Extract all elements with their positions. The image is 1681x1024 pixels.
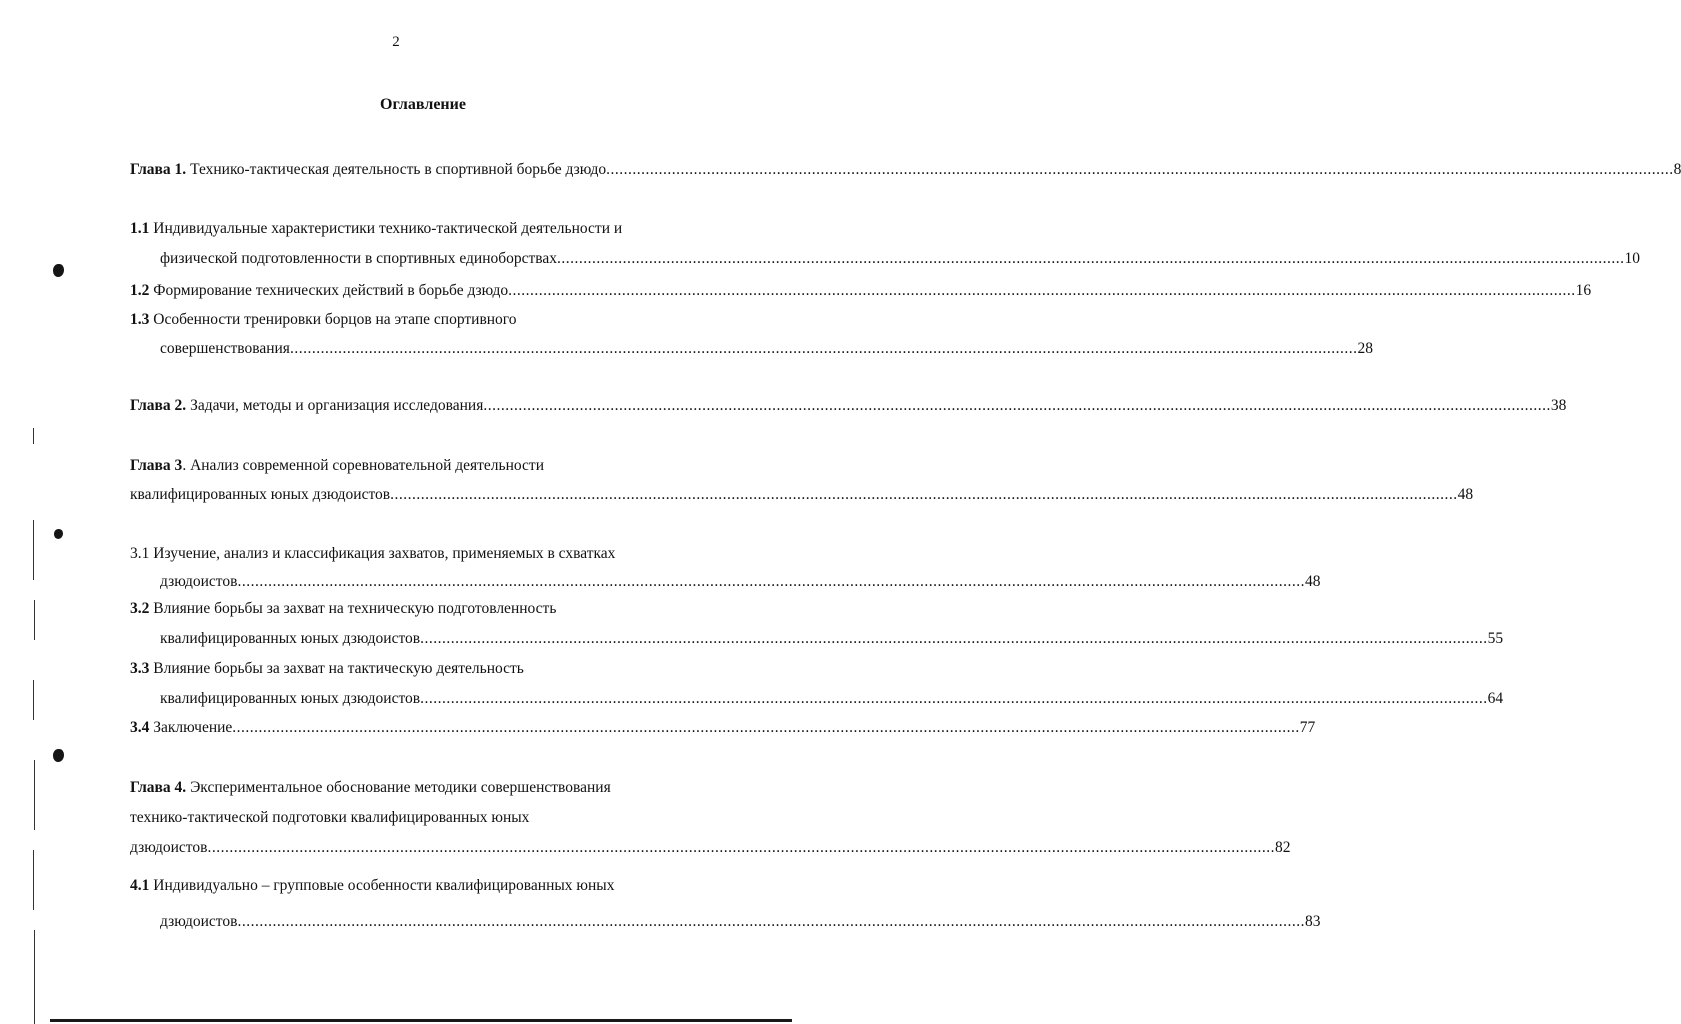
toc-entry-continuation[interactable] xyxy=(130,484,1474,506)
toc-entry-label: 3.4 xyxy=(130,719,150,736)
toc-entry-page: 83 xyxy=(1304,913,1321,930)
toc-entry-label: Глава 1. xyxy=(130,161,187,178)
toc-entry-text: Задачи, методы и организация исследования xyxy=(186,397,484,414)
toc-entry-text-cont: квалифицированных юных дзюдоистов xyxy=(160,630,421,647)
toc-entry-text: Влияние борьбы за захват на техническую подготовленность xyxy=(149,600,557,617)
punch-hole-mark xyxy=(53,749,64,762)
toc-entry-text: Влияние борьбы за захват на тактическую деятельность xyxy=(149,660,524,677)
toc-entry-continuation[interactable] xyxy=(130,837,1291,859)
toc-entry-section-3-4[interactable] xyxy=(130,717,1316,739)
toc-entry-label: 3.2 xyxy=(130,600,150,617)
toc-entry-text: Формирование технических действий в борьбе дзюдо xyxy=(149,282,509,299)
toc-entry-text-cont: дзюдоистов xyxy=(160,913,238,930)
toc-leader-dots: .................................................................................................................................................................................................................................................... xyxy=(232,719,1300,736)
toc-entry-text-cont: дзюдоистов xyxy=(160,573,238,590)
toc-entry-chapter-4[interactable] xyxy=(130,777,712,799)
toc-entry-text-cont: физической подготовленности в спортивных единоборствах xyxy=(160,250,558,267)
toc-entry-label: 1.1 xyxy=(130,220,150,237)
page-bottom-rule xyxy=(50,1019,792,1022)
toc-entry-text: Индивидуальные характеристики технико-тактической деятельности и xyxy=(149,220,623,237)
toc-leader-dots: .................................................................................................................................................................................................................................................... xyxy=(483,397,1551,414)
toc-entry-page: 55 xyxy=(1487,630,1504,647)
toc-entry-section-1-3[interactable] xyxy=(130,309,712,331)
toc-leader-dots: .................................................................................................................................................................................................................................................... xyxy=(207,839,1275,856)
toc-entry-chapter-3[interactable] xyxy=(130,455,712,477)
toc-entry-page: 77 xyxy=(1299,719,1316,736)
scan-edge-streak xyxy=(34,600,35,640)
punch-hole-mark xyxy=(54,529,63,539)
toc-entry-label: Глава 4. xyxy=(130,779,187,796)
toc-entry-page: 48 xyxy=(1304,573,1321,590)
toc-leader-dots: .................................................................................................................................................................................................................................................... xyxy=(237,573,1305,590)
toc-entry-page: 38 xyxy=(1550,397,1567,414)
toc-entry-continuation[interactable] xyxy=(160,688,1504,710)
toc-entry-text: Изучение, анализ и классификация захватов, применяемых в схватках xyxy=(149,545,616,562)
toc-leader-dots: .................................................................................................................................................................................................................................................... xyxy=(557,250,1625,267)
toc-entry-label: 3.1 xyxy=(130,545,150,562)
toc-leader-dots: .................................................................................................................................................................................................................................................... xyxy=(420,630,1488,647)
toc-entry-label: 1.3 xyxy=(130,311,150,328)
toc-entry-text-cont: квалифицированных юных дзюдоистов xyxy=(160,690,421,707)
toc-entry-section-4-1[interactable] xyxy=(130,875,712,897)
toc-entry-page: 10 xyxy=(1624,250,1641,267)
toc-entry-text-cont: дзюдоистов xyxy=(130,839,208,856)
toc-leader-dots: .................................................................................................................................................................................................................................................... xyxy=(606,161,1674,178)
toc-title: Оглавление xyxy=(380,96,466,113)
scan-edge-streak xyxy=(33,428,34,444)
punch-hole-mark xyxy=(53,264,64,277)
toc-entry-text: Индивидуально – групповые особенности квалифицированных юных xyxy=(149,877,615,894)
toc-entry-text: Технико-тактическая деятельность в спортивной борьбе дзюдо xyxy=(186,161,607,178)
toc-entry-section-1-1[interactable] xyxy=(130,218,712,240)
toc-entry-label: 1.2 xyxy=(130,282,150,299)
toc-entry-label: Глава 2. xyxy=(130,397,187,414)
toc-entry-continuation[interactable] xyxy=(160,571,1321,593)
page-number: 2 xyxy=(392,34,400,50)
toc-entry-section-3-3[interactable] xyxy=(130,658,712,680)
scan-edge-streak xyxy=(34,930,35,1024)
toc-entry-text-cont: квалифицированных юных дзюдоистов xyxy=(130,486,391,503)
toc-entry-label: 3.3 xyxy=(130,660,150,677)
toc-entry-page: 8 xyxy=(1673,161,1681,178)
scan-edge-streak xyxy=(34,760,35,830)
toc-entry-page: 82 xyxy=(1274,839,1291,856)
scan-edge-streak xyxy=(33,680,34,720)
toc-entry-text: Заключение xyxy=(149,719,233,736)
toc-leader-dots: .................................................................................................................................................................................................................................................... xyxy=(289,340,1358,357)
toc-entry-page: 64 xyxy=(1487,690,1504,707)
toc-entry-page: 48 xyxy=(1457,486,1474,503)
toc-entry-continuation[interactable] xyxy=(160,338,1373,360)
toc-entry-text-cont: совершенствования xyxy=(160,340,290,357)
toc-entry-continuation[interactable] xyxy=(160,248,1641,270)
toc-entry-text: . Анализ современной соревновательной деятельности xyxy=(182,457,544,474)
toc-entry-chapter-1[interactable] xyxy=(130,159,1681,181)
toc-entry-text: Экспериментальное обоснование методики совершенствования xyxy=(186,779,611,796)
toc-entry-text-cont: технико-тактической подготовки квалифицированных юных xyxy=(130,809,530,826)
toc-leader-dots: .................................................................................................................................................................................................................................................... xyxy=(390,486,1458,503)
toc-entry-text: Особенности тренировки борцов на этапе спортивного xyxy=(149,311,517,328)
scan-edge-streak xyxy=(33,850,34,910)
toc-entry-continuation[interactable] xyxy=(160,911,1321,933)
toc-leader-dots: .................................................................................................................................................................................................................................................... xyxy=(420,690,1488,707)
toc-entry-continuation[interactable] xyxy=(130,807,712,829)
toc-entry-label: 4.1 xyxy=(130,877,150,894)
toc-entry-section-3-1[interactable] xyxy=(130,543,712,565)
toc-entry-page: 16 xyxy=(1575,282,1592,299)
scan-edge-streak xyxy=(33,520,34,580)
toc-leader-dots: .................................................................................................................................................................................................................................................... xyxy=(237,913,1305,930)
toc-entry-section-3-2[interactable] xyxy=(130,598,712,620)
toc-entry-chapter-2[interactable] xyxy=(130,395,1567,417)
toc-entry-page: 28 xyxy=(1357,340,1373,357)
toc-leader-dots: .................................................................................................................................................................................................................................................... xyxy=(508,282,1576,299)
toc-entry-label: Глава 3 xyxy=(130,457,183,474)
toc-entry-continuation[interactable] xyxy=(160,628,1504,650)
toc-entry-section-1-2[interactable] xyxy=(130,280,1592,302)
